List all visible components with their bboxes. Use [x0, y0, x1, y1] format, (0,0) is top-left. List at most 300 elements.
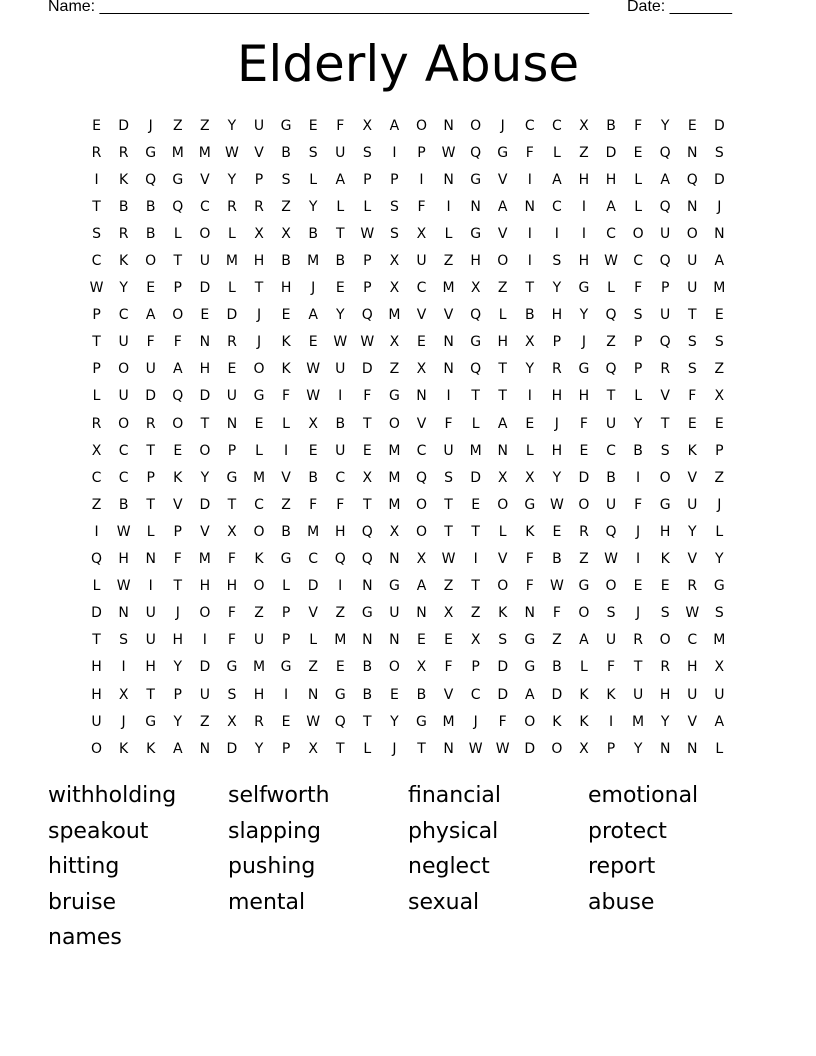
- grid-letter: Q: [470, 307, 482, 324]
- grid-letter: Y: [173, 659, 183, 676]
- grid-letter: V: [416, 307, 427, 324]
- grid-letter: U: [335, 361, 346, 378]
- grid-letter: U: [687, 496, 698, 513]
- grid-row: [83, 383, 733, 410]
- grid-letter: H: [199, 361, 211, 378]
- grid-letter: Z: [172, 117, 183, 134]
- grid-letter: C: [199, 198, 210, 215]
- grid-letter: Q: [145, 171, 157, 188]
- grid-letter: Y: [715, 551, 724, 568]
- grid-letter: T: [660, 415, 670, 432]
- grid-letter: C: [606, 442, 616, 459]
- grid-letter: C: [91, 469, 102, 486]
- grid-row: [83, 247, 733, 274]
- grid-letter: O: [551, 740, 563, 757]
- grid-letter: E: [281, 307, 291, 324]
- grid-letter: V: [416, 415, 427, 432]
- grid-letter: U: [145, 361, 156, 378]
- grid-letter: X: [470, 632, 481, 649]
- grid-letter: A: [606, 198, 616, 215]
- grid-letter: D: [524, 740, 536, 757]
- grid-letter: G: [334, 686, 346, 703]
- grid-letter: L: [255, 442, 263, 459]
- grid-letter: X: [524, 469, 535, 486]
- grid-letter: T: [471, 578, 480, 595]
- grid-letter: V: [308, 605, 318, 622]
- grid-letter: C: [416, 442, 427, 459]
- grid-letter: I: [419, 171, 424, 188]
- grid-letter: U: [660, 307, 671, 324]
- grid-letter: B: [145, 198, 156, 215]
- grid-letter: O: [497, 496, 509, 513]
- grid-letter: M: [713, 280, 726, 297]
- grid-letter: L: [282, 415, 290, 432]
- grid-letter: U: [145, 605, 156, 622]
- grid-letter: T: [471, 388, 480, 405]
- grid-letter: D: [145, 388, 157, 405]
- grid-letter: Y: [633, 415, 643, 432]
- grid-letter: O: [524, 713, 536, 730]
- grid-letter: K: [119, 171, 129, 188]
- grid-letter: P: [173, 686, 182, 703]
- grid-letter: C: [524, 117, 535, 134]
- grid-letter: T: [200, 415, 210, 432]
- header-line: [48, 0, 748, 17]
- grid-letter: A: [552, 171, 562, 188]
- grid-letter: N: [199, 740, 211, 757]
- grid-letter: P: [281, 632, 291, 649]
- grid-row: [83, 275, 733, 302]
- grid-letter: V: [200, 171, 210, 188]
- grid-letter: I: [121, 659, 126, 676]
- grid-letter: H: [605, 171, 617, 188]
- grid-letter: F: [634, 117, 643, 134]
- grid-letter: B: [416, 686, 427, 703]
- grid-letter: F: [579, 415, 588, 432]
- grid-letter: K: [281, 361, 291, 378]
- grid-letter: F: [552, 605, 561, 622]
- grid-letter: O: [199, 442, 211, 459]
- grid-row: [83, 518, 733, 545]
- grid-letter: N: [497, 442, 508, 459]
- grid-letter: V: [687, 551, 698, 568]
- grid-letter: G: [497, 144, 509, 161]
- grid-letter: O: [659, 469, 671, 486]
- grid-letter: T: [92, 198, 101, 215]
- grid-letter: D: [497, 686, 509, 703]
- grid-letter: H: [578, 388, 590, 405]
- grid-row: [83, 573, 733, 600]
- grid-letter: K: [119, 740, 129, 757]
- grid-letter: H: [686, 659, 698, 676]
- grid-letter: Q: [334, 713, 346, 730]
- word-list-item: neglect: [408, 854, 490, 879]
- grid-letter: N: [443, 171, 454, 188]
- grid-letter: X: [389, 253, 400, 270]
- grid-letter: O: [415, 117, 427, 134]
- grid-letter: R: [552, 361, 562, 378]
- grid-letter: I: [284, 442, 289, 459]
- grid-letter: X: [416, 551, 427, 568]
- grid-letter: O: [118, 361, 130, 378]
- grid-letter: X: [281, 225, 291, 242]
- grid-letter: N: [443, 117, 454, 134]
- grid-letter: L: [92, 388, 101, 405]
- grid-letter: B: [335, 415, 346, 432]
- grid-letter: I: [94, 171, 99, 188]
- grid-letter: J: [256, 334, 262, 351]
- grid-letter: F: [173, 551, 182, 568]
- grid-letter: I: [446, 198, 451, 215]
- grid-letter: L: [498, 523, 507, 540]
- grid-letter: P: [606, 740, 616, 757]
- word-list-item: names: [48, 925, 122, 950]
- word-list-item: sexual: [408, 889, 480, 915]
- grid-letter: L: [173, 225, 182, 242]
- grid-letter: K: [606, 686, 616, 703]
- grid-letter: W: [495, 740, 510, 757]
- grid-letter: E: [146, 280, 156, 297]
- grid-letter: W: [441, 144, 456, 161]
- grid-letter: L: [228, 225, 236, 242]
- grid-letter: P: [363, 280, 372, 297]
- grid-letter: M: [469, 442, 482, 459]
- grid-letter: E: [92, 117, 101, 134]
- grid-letter: L: [525, 442, 534, 459]
- grid-letter: S: [552, 253, 562, 270]
- grid-letter: M: [225, 253, 238, 270]
- grid-letter: Y: [173, 713, 183, 730]
- grid-letter: G: [361, 605, 373, 622]
- grid-letter: G: [524, 496, 536, 513]
- grid-letter: A: [335, 171, 346, 188]
- grid-letter: G: [172, 171, 184, 188]
- grid-letter: Z: [254, 605, 264, 622]
- grid-letter: O: [253, 361, 265, 378]
- grid-letter: X: [416, 361, 427, 378]
- grid-letter: E: [660, 578, 670, 595]
- grid-letter: U: [199, 253, 210, 270]
- grid-letter: S: [633, 307, 643, 324]
- grid-letter: E: [714, 307, 724, 324]
- grid-letter: Q: [334, 551, 346, 568]
- grid-letter: Q: [659, 334, 671, 351]
- grid-letter: I: [148, 578, 153, 595]
- grid-letter: X: [308, 740, 318, 757]
- grid-letter: C: [118, 307, 129, 324]
- grid-letter: Z: [579, 551, 589, 568]
- grid-letter: E: [687, 117, 697, 134]
- grid-letter: K: [660, 551, 670, 568]
- grid-letter: T: [525, 280, 535, 297]
- grid-letter: N: [470, 198, 481, 215]
- grid-letter: T: [227, 496, 237, 513]
- grid-letter: G: [470, 225, 482, 242]
- grid-letter: M: [632, 713, 645, 730]
- grid-letter: U: [253, 117, 265, 134]
- grid-letter: S: [92, 225, 101, 242]
- grid-letter: Y: [227, 117, 237, 134]
- grid-letter: X: [714, 388, 725, 405]
- grid-letter: C: [470, 686, 481, 703]
- grid-letter: B: [335, 253, 346, 270]
- grid-letter: O: [686, 225, 698, 242]
- grid-letter: L: [336, 198, 345, 215]
- grid-letter: D: [199, 659, 211, 676]
- grid-letter: Z: [335, 605, 346, 622]
- grid-letter: D: [199, 388, 211, 405]
- grid-letter: I: [392, 144, 397, 161]
- grid-letter: N: [362, 632, 373, 649]
- grid-letter: Q: [415, 469, 427, 486]
- grid-row: [83, 193, 733, 220]
- grid-letter: N: [687, 144, 698, 161]
- grid-letter: G: [524, 632, 536, 649]
- grid-letter: E: [362, 442, 372, 459]
- grid-letter: X: [443, 605, 454, 622]
- grid-letter: W: [468, 740, 483, 757]
- grid-letter: B: [524, 307, 535, 324]
- grid-letter: R: [660, 361, 671, 378]
- grid-letter: E: [471, 496, 481, 513]
- grid-row: [83, 112, 733, 139]
- grid-letter: P: [173, 523, 182, 540]
- grid-letter: W: [306, 713, 321, 730]
- grid-letter: P: [390, 171, 399, 188]
- grid-letter: U: [687, 253, 698, 270]
- grid-letter: N: [443, 361, 454, 378]
- grid-letter: K: [498, 605, 508, 622]
- grid-letter: U: [605, 632, 617, 649]
- grid-letter: W: [685, 605, 700, 622]
- grid-letter: Y: [687, 523, 697, 540]
- grid-letter: E: [579, 442, 589, 459]
- grid-letter: X: [470, 280, 481, 297]
- grid-letter: P: [281, 740, 291, 757]
- grid-letter: A: [308, 307, 318, 324]
- grid-letter: Z: [389, 361, 400, 378]
- grid-letter: V: [254, 144, 264, 161]
- grid-letter: E: [335, 280, 345, 297]
- grid-letter: R: [145, 415, 156, 432]
- grid-letter: H: [91, 659, 102, 676]
- grid-letter: O: [497, 578, 509, 595]
- grid-letter: O: [172, 415, 184, 432]
- grid-row: [83, 708, 733, 735]
- grid-letter: R: [118, 225, 129, 242]
- grid-letter: L: [580, 659, 588, 676]
- grid-letter: B: [362, 659, 373, 676]
- grid-letter: X: [524, 334, 535, 351]
- grid-letter: T: [498, 361, 507, 378]
- grid-letter: P: [552, 334, 562, 351]
- grid-letter: L: [363, 198, 372, 215]
- grid-letter: F: [417, 198, 426, 215]
- grid-letter: A: [172, 361, 183, 378]
- word-list-item: financial: [408, 783, 502, 808]
- grid-letter: X: [389, 334, 400, 351]
- grid-letter: H: [551, 442, 563, 459]
- grid-letter: P: [363, 253, 372, 270]
- grid-letter: F: [444, 659, 453, 676]
- grid-letter: S: [444, 469, 453, 486]
- grid-letter: M: [442, 713, 455, 730]
- grid-letter: B: [633, 442, 643, 459]
- grid-letter: F: [688, 388, 697, 405]
- grid-letter: D: [551, 686, 563, 703]
- grid-letter: H: [334, 523, 346, 540]
- grid-letter: F: [634, 496, 643, 513]
- grid-letter: F: [282, 388, 291, 405]
- grid-letter: T: [92, 334, 101, 351]
- grid-letter: C: [606, 225, 616, 242]
- grid-letter: F: [525, 144, 534, 161]
- grid-letter: T: [254, 280, 264, 297]
- grid-letter: P: [471, 659, 480, 676]
- grid-letter: H: [91, 686, 102, 703]
- grid-letter: F: [227, 605, 236, 622]
- grid-letter: R: [91, 415, 102, 432]
- grid-letter: U: [389, 605, 400, 622]
- grid-letter: U: [226, 388, 238, 405]
- grid-letter: M: [713, 632, 726, 649]
- grid-letter: R: [687, 578, 698, 595]
- grid-letter: B: [118, 496, 129, 513]
- grid-row: [83, 166, 733, 193]
- grid-letter: R: [660, 659, 671, 676]
- grid-letter: E: [525, 415, 535, 432]
- grid-letter: M: [442, 280, 455, 297]
- grid-letter: N: [145, 551, 156, 568]
- grid-letter: G: [416, 713, 427, 730]
- grid-letter: N: [443, 334, 454, 351]
- grid-letter: J: [473, 713, 478, 730]
- grid-letter: D: [470, 469, 482, 486]
- grid-letter: L: [552, 144, 561, 161]
- grid-letter: M: [334, 632, 347, 649]
- grid-letter: G: [388, 578, 400, 595]
- grid-letter: S: [362, 144, 372, 161]
- grid-letter: B: [145, 225, 156, 242]
- grid-letter: I: [527, 388, 532, 405]
- grid-letter: P: [715, 442, 724, 459]
- grid-letter: P: [281, 605, 291, 622]
- grid-letter: N: [659, 740, 671, 757]
- grid-letter: T: [335, 740, 345, 757]
- grid-letter: E: [687, 415, 697, 432]
- grid-letter: D: [578, 469, 590, 486]
- grid-letter: X: [497, 469, 508, 486]
- grid-letter: O: [172, 307, 184, 324]
- grid-letter: Q: [91, 551, 103, 568]
- grid-letter: Z: [579, 144, 589, 161]
- grid-letter: L: [634, 388, 642, 405]
- grid-row: [83, 627, 733, 654]
- grid-row: [83, 139, 733, 166]
- word-list-item: speakout: [48, 818, 149, 844]
- grid-letter: R: [254, 713, 264, 730]
- grid-letter: N: [226, 415, 238, 432]
- grid-letter: F: [525, 551, 534, 568]
- grid-letter: L: [607, 280, 615, 297]
- grid-letter: L: [228, 280, 236, 297]
- grid-letter: N: [307, 686, 319, 703]
- grid-letter: F: [634, 280, 643, 297]
- grid-letter: D: [226, 307, 238, 324]
- grid-letter: A: [714, 253, 725, 270]
- grid-letter: Q: [172, 388, 184, 405]
- grid-row: [83, 681, 733, 708]
- grid-letter: L: [146, 523, 155, 540]
- grid-letter: V: [687, 469, 698, 486]
- grid-letter: U: [335, 442, 346, 459]
- grid-letter: F: [606, 659, 616, 676]
- grid-letter: K: [579, 713, 589, 730]
- grid-letter: Y: [633, 740, 643, 757]
- grid-letter: M: [388, 307, 401, 324]
- grid-letter: V: [443, 686, 454, 703]
- grid-letter: E: [417, 632, 426, 649]
- grid-letter: C: [633, 253, 643, 270]
- grid-letter: O: [659, 632, 671, 649]
- grid-letter: F: [336, 496, 345, 513]
- grid-letter: B: [281, 253, 291, 270]
- grid-letter: X: [91, 442, 102, 459]
- grid-letter: W: [225, 144, 239, 161]
- grid-letter: H: [199, 578, 211, 595]
- grid-letter: P: [633, 361, 643, 378]
- grid-letter: Z: [200, 117, 210, 134]
- grid-letter: X: [362, 117, 373, 134]
- grid-letter: U: [253, 632, 265, 649]
- grid-letter: J: [121, 713, 126, 730]
- grid-letter: V: [497, 551, 508, 568]
- grid-letter: L: [444, 225, 453, 242]
- grid-letter: Z: [552, 632, 562, 649]
- grid-letter: H: [659, 686, 671, 703]
- grid-letter: O: [497, 253, 509, 270]
- grid-letter: R: [254, 198, 264, 215]
- word-list-item: physical: [408, 818, 499, 844]
- grid-letter: I: [554, 225, 559, 242]
- grid-letter: H: [226, 578, 238, 595]
- grid-letter: Z: [606, 334, 616, 351]
- word-list-item: withholding: [48, 783, 177, 808]
- grid-letter: Q: [686, 171, 698, 188]
- page-title: Elderly Abuse: [236, 35, 580, 93]
- grid-letter: H: [253, 253, 265, 270]
- grid-letter: G: [226, 659, 238, 676]
- grid-letter: B: [606, 117, 616, 134]
- grid-letter: Y: [390, 713, 399, 730]
- grid-letter: X: [416, 659, 427, 676]
- grid-letter: O: [605, 578, 617, 595]
- grid-letter: E: [308, 117, 318, 134]
- grid-letter: F: [146, 334, 155, 351]
- grid-letter: N: [687, 198, 698, 215]
- grid-letter: T: [417, 740, 426, 757]
- grid-letter: F: [227, 632, 236, 649]
- grid-letter: L: [92, 578, 101, 595]
- grid-letter: S: [389, 198, 399, 215]
- grid-letter: Q: [470, 361, 482, 378]
- grid-letter: Y: [660, 713, 670, 730]
- grid-letter: O: [253, 578, 265, 595]
- word-list-item: abuse: [588, 889, 655, 915]
- grid-letter: E: [444, 632, 453, 649]
- grid-letter: J: [554, 415, 559, 432]
- grid-letter: S: [281, 171, 291, 188]
